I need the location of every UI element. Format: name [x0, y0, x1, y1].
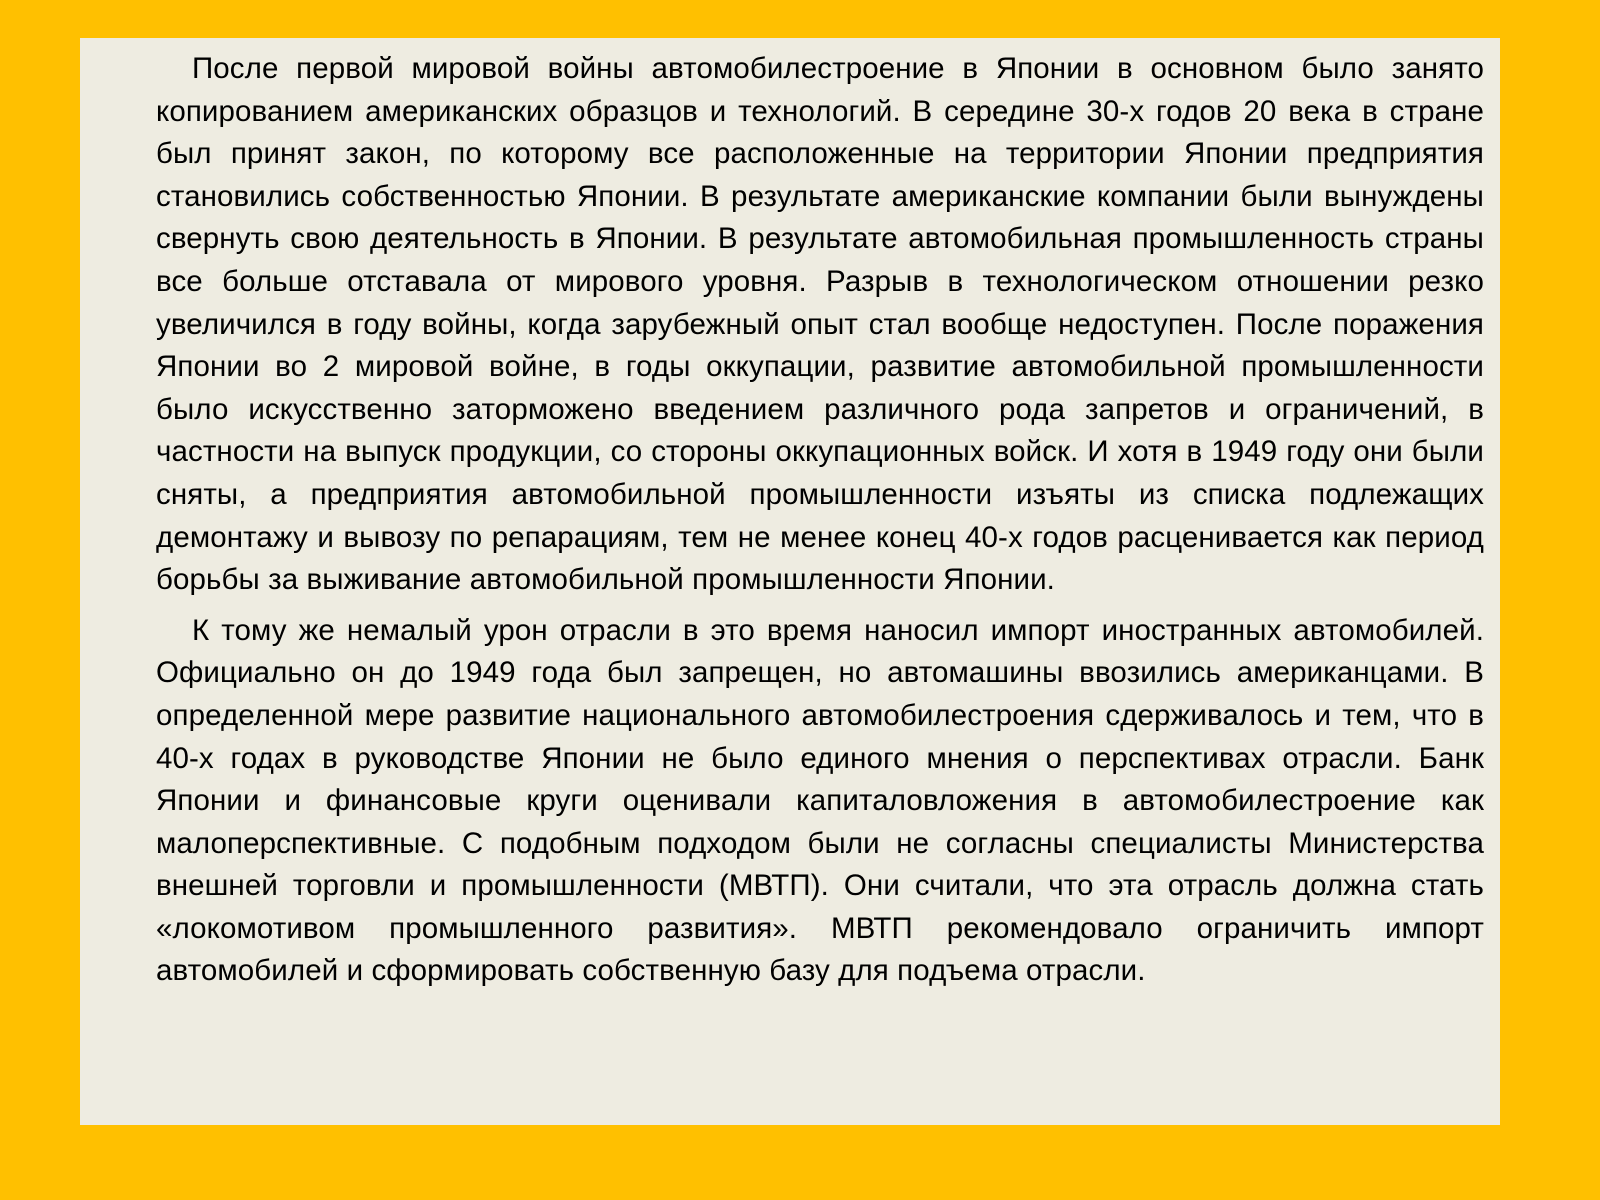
paragraph-2: К тому же немалый урон отрасли в это время наносил импорт иностранных автомобилей. Официально он до 1949 года был запрещен, но автомашины ввозились американцами. В определенной мере развитие национального автомобилестроения сдерживалось и тем, что в 40-х годах в руководстве Японии не было единого мнения о перспективах отрасли. Банк Японии и финансовые круги оценивали капиталовложения в автомобилестроение как малоперспективные. С подобным подходом были не согласны специалисты Министерства внешней торговли и промышленности (МВТП). Они считали, что эта отрасль должна стать «локомотивом промышленного развития». МВТП рекомендовало ограничить импорт автомобилей и сформировать собственную базу для подъема отрасли.	[156, 613, 1484, 988]
text-body	[156, 48, 1484, 993]
text-panel	[80, 38, 1500, 1125]
paragraph-1: После первой мировой войны автомобилестроение в Японии в основном было занято копированием американских образцов и технологий. В середине 30-х годов 20 века в стране был принят закон, по которому все расположенные на территории Японии предприятия становились собственностью Японии. В результате американские компании были вынуждены свернуть свою деятельность в Японии. В результате автомобильная промышленность страны все больше отставала от мирового уровня. Разрыв в технологическом отношении резко увеличился в году войны, когда зарубежный опыт стал вообще недоступен. После поражения Японии во 2 мировой войне, в годы оккупации, развитие автомобильной промышленности было искусственно заторможено введением различного рода запретов и ограничений, в частности на выпуск продукции, со стороны оккупационных войск. И хотя в 1949 году они были сняты, а предприятия автомобильной промышленности изъяты из списка подлежащих демонтажу и вывозу по репарациям, тем не менее конец 40-х годов расценивается как период борьбы за выживание автомобильной промышленности Японии.	[156, 52, 1484, 597]
